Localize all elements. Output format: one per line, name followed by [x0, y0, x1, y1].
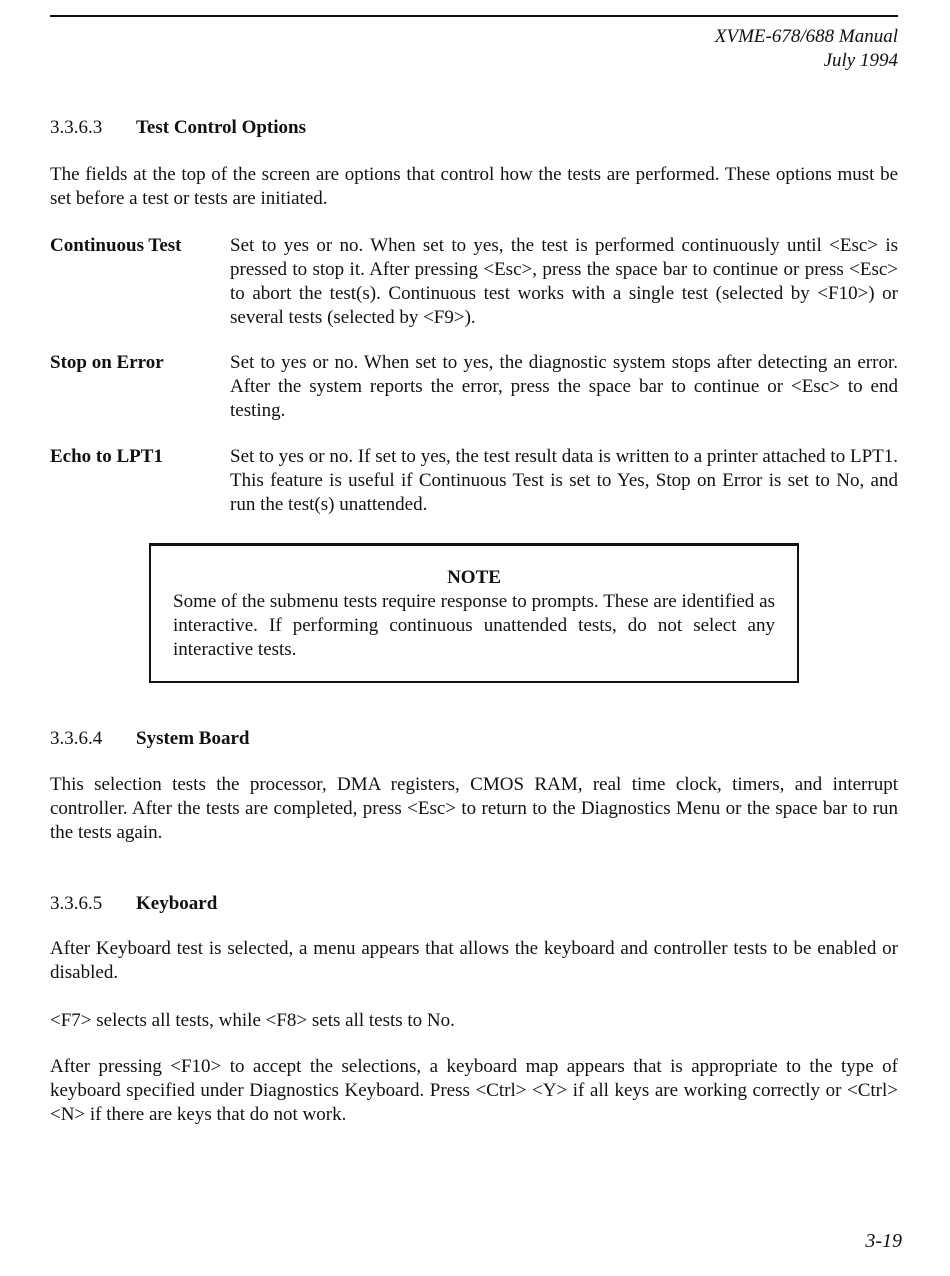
- note-text: Some of the submenu tests require response to prompts. These are identified as interactive. If performing continuous unattended tests, do not select any interactive tests.: [173, 591, 775, 660]
- header-manual-title: XVME-678/688 Manual: [714, 26, 898, 47]
- header-rule: [50, 15, 898, 17]
- section-number: 3.3.6.5: [50, 893, 103, 914]
- section-heading-3363: [50, 116, 306, 140]
- keyboard-paragraph-2: <F7> selects all tests, while <F8> sets all tests to No.: [50, 1010, 455, 1031]
- keyboard-paragraph-3: After pressing <F10> to accept the selections, a keyboard map appears that is appropriate to the type of keyboard specified under Diagnostics Keyboard. Press <Ctrl> <Y> if all keys are working correctly or <Ctrl> <N> if there are keys that do not work.: [50, 1056, 898, 1125]
- keyboard-paragraph-1: After Keyboard test is selected, a menu appears that allows the keyboard and controller tests to be enabled or disabled.: [50, 938, 898, 983]
- note-box: [149, 543, 799, 683]
- option-description-stop-on-error: Set to yes or no. When set to yes, the diagnostic system stops after detecting an error. After the system reports the error, press the space bar to continue or <Esc> to end testing.: [230, 352, 898, 421]
- system-board-paragraph: This selection tests the processor, DMA registers, CMOS RAM, real time clock, timers, and interrupt controller. After the tests are completed, press <Esc> to return to the Diagnostics Menu or the space bar to run the tests again.: [50, 774, 898, 843]
- section-heading-3364: [50, 727, 249, 751]
- note-title: NOTE: [447, 567, 501, 588]
- option-description-continuous-test: Set to yes or no. When set to yes, the test is performed continuously until <Esc> is pressed to stop it. After pressing <Esc>, press the space bar to continue or press <Esc> to abort the test(s). Continuous test works with a single test (selected by <F10>) or several tests (selected by <F9>).: [230, 235, 898, 328]
- option-term-stop-on-error: Stop on Error: [50, 352, 164, 373]
- section-number: 3.3.6.3: [50, 117, 103, 138]
- page-number: 3-19: [865, 1230, 902, 1252]
- option-term-continuous-test: Continuous Test: [50, 235, 182, 256]
- section-number: 3.3.6.4: [50, 728, 103, 749]
- header-date: July 1994: [823, 50, 898, 71]
- option-description-echo-to-lpt1: Set to yes or no. If set to yes, the test result data is written to a printer attached to LPT1. This feature is useful if Continuous Test is set to Yes, Stop on Error is set to No, and run the test(s) unattended.: [230, 446, 898, 515]
- section-heading-3365: [50, 892, 217, 916]
- section-title: Keyboard: [136, 893, 218, 914]
- section-intro-paragraph: The fields at the top of the screen are options that control how the tests are performed. These options must be set before a test or tests are initiated.: [50, 164, 898, 209]
- section-title: Test Control Options: [136, 117, 306, 138]
- section-title: System Board: [136, 728, 250, 749]
- option-term-echo-to-lpt1: Echo to LPT1: [50, 446, 163, 467]
